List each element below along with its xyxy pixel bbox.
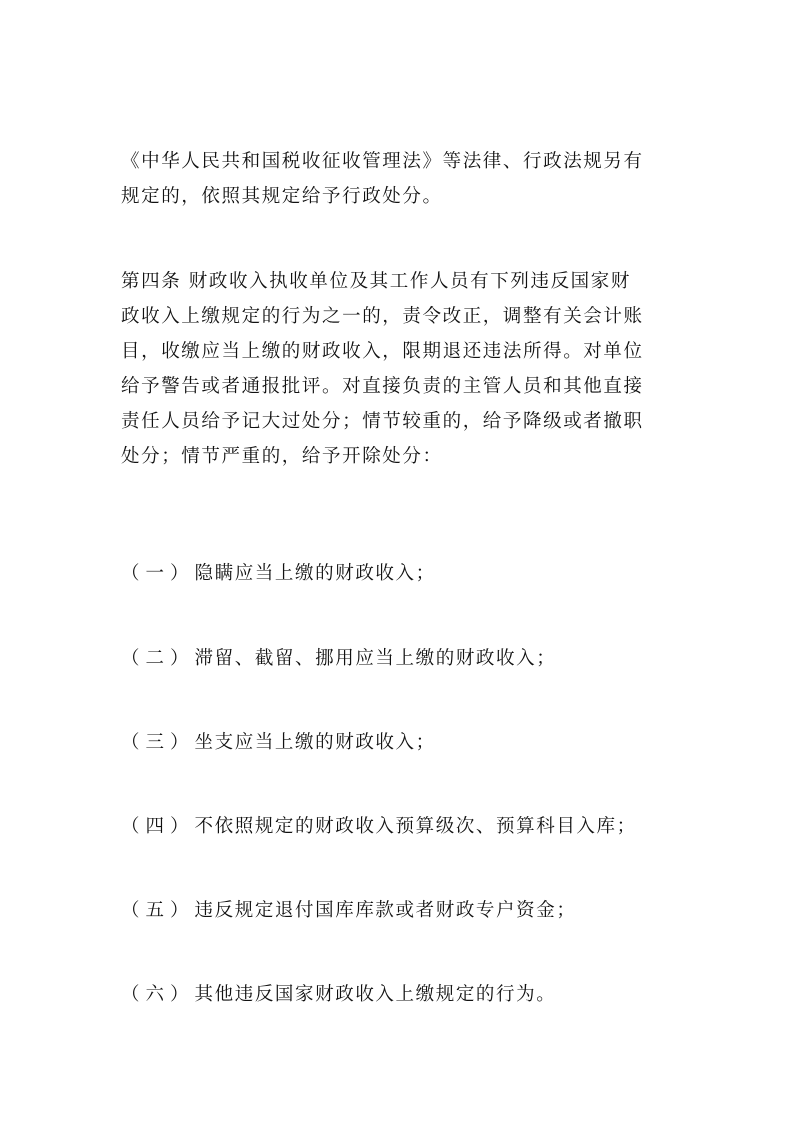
list-item-label: （六）	[121, 984, 195, 1005]
list-item-text: 滞留、截留、挪用应当上缴的财政收入；	[194, 648, 557, 669]
list-item-5	[121, 893, 681, 928]
list-item-text: 不依照规定的财政收入预算级次、预算科目入库；	[194, 816, 637, 837]
paragraph-line: 目，收缴应当上缴的财政收入，限期退还违法所得。对单位	[121, 341, 644, 362]
paragraph-article-4	[121, 264, 681, 474]
paragraph-line: 给予警告或者通报批评。对直接负责的主管人员和其他直接	[121, 376, 644, 397]
list-item-text: 其他违反国家财政收入上缴规定的行为。	[194, 984, 557, 1005]
list-item-text: 隐瞒应当上缴的财政收入；	[194, 563, 436, 584]
list-item-label: （五）	[121, 900, 195, 921]
paragraph-line: 第四条 财政收入执收单位及其工作人员有下列违反国家财	[121, 271, 631, 292]
paragraph-line: 规定的，依照其规定给予行政处分。	[121, 186, 443, 207]
list-item-2	[121, 641, 681, 676]
list-item-label: （二）	[121, 648, 195, 669]
paragraph-line: 责任人员给予记大过处分；情节较重的，给予降级或者撤职	[121, 411, 644, 432]
list-item-6	[121, 977, 681, 1012]
list-item-label: （一）	[121, 563, 195, 584]
list-item-4	[121, 809, 681, 844]
list-item-text: 坐支应当上缴的财政收入；	[194, 732, 436, 753]
paragraph-line: 《中华人民共和国税收征收管理法》等法律、行政法规另有	[121, 151, 644, 172]
paragraph-line: 政收入上缴规定的行为之一的，责令改正，调整有关会计账	[121, 306, 644, 327]
paragraph-line: 处分；情节严重的，给予开除处分：	[121, 446, 443, 467]
list-item-text: 违反规定退付国库库款或者财政专户资金；	[194, 900, 577, 921]
paragraph-law-reference	[121, 144, 681, 214]
list-item-1	[121, 556, 681, 591]
list-item-label: （三）	[121, 732, 195, 753]
list-item-label: （四）	[121, 816, 195, 837]
list-item-3	[121, 725, 681, 760]
